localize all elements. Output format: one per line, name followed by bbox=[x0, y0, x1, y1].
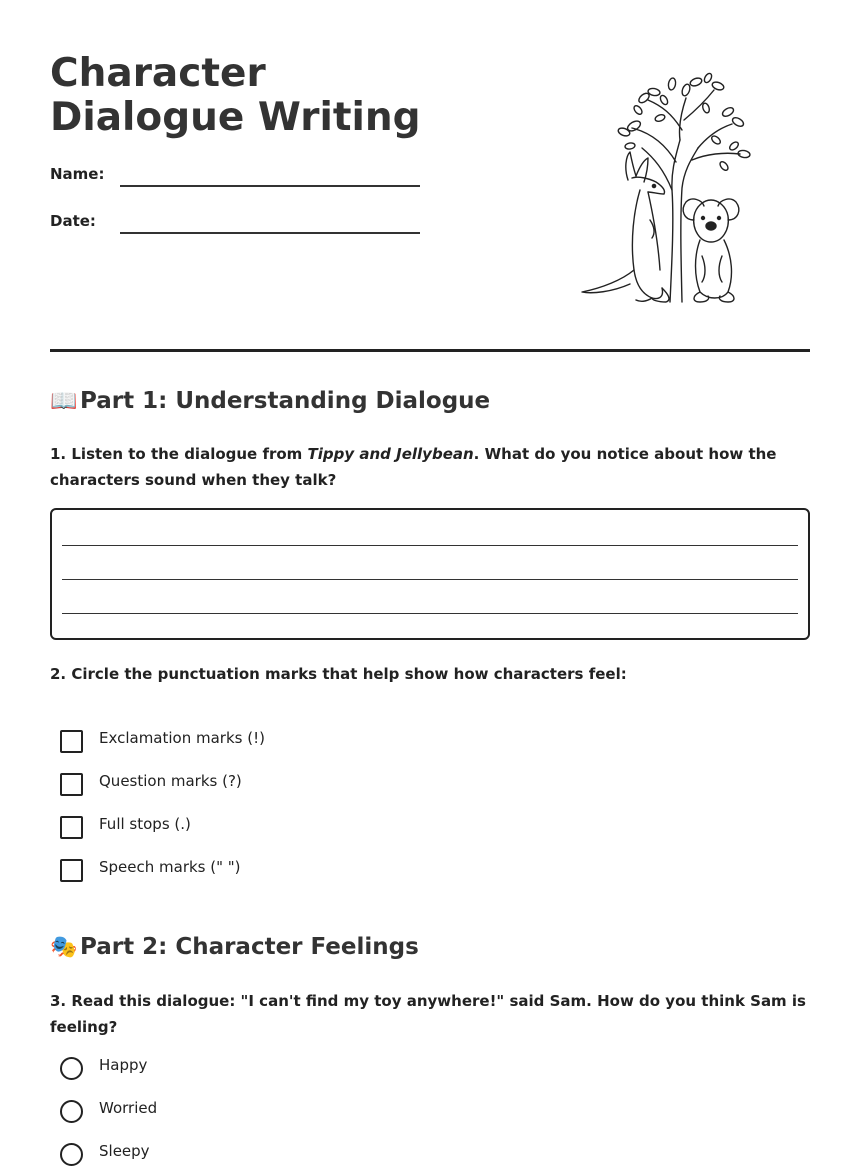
option-label: Full stops (.) bbox=[99, 815, 191, 833]
question-1-text-before: Listen to the dialogue from bbox=[71, 445, 308, 463]
date-label: Date: bbox=[50, 212, 96, 230]
part1-heading-text: Part 1: Understanding Dialogue bbox=[80, 388, 491, 414]
part2-heading-text: Part 2: Character Feelings bbox=[80, 934, 419, 960]
theater-masks-icon: 🎭 bbox=[50, 935, 78, 960]
name-field bbox=[50, 165, 420, 195]
radio-button[interactable] bbox=[60, 1100, 83, 1123]
part2-heading bbox=[50, 934, 419, 960]
answer-box-question-1[interactable] bbox=[50, 508, 810, 640]
date-field bbox=[50, 212, 420, 242]
radio-button[interactable] bbox=[60, 1143, 83, 1166]
header-divider bbox=[50, 349, 810, 352]
open-book-icon: 📖 bbox=[50, 389, 78, 414]
option-label: Happy bbox=[99, 1056, 148, 1074]
answer-line bbox=[62, 613, 798, 614]
worksheet-header bbox=[50, 52, 810, 312]
punctuation-option-exclamation[interactable] bbox=[60, 729, 460, 755]
question-3: 3. Read this dialogue: "I can't find my toy anywhere!" said Sam. How do you think Sam is feeling? bbox=[50, 992, 806, 1036]
radio-button[interactable] bbox=[60, 1057, 83, 1080]
name-label: Name: bbox=[50, 165, 105, 183]
feeling-option-worried[interactable] bbox=[60, 1099, 460, 1125]
question-1 bbox=[50, 441, 810, 493]
checkbox[interactable] bbox=[60, 730, 83, 753]
feeling-option-happy[interactable] bbox=[60, 1056, 460, 1082]
page-title: Character Dialogue Writing bbox=[50, 51, 421, 140]
punctuation-option-speech-marks[interactable] bbox=[60, 858, 460, 884]
book-title: Tippy and Jellybean bbox=[307, 445, 474, 463]
feeling-option-sleepy[interactable] bbox=[60, 1142, 460, 1168]
option-label: Exclamation marks (!) bbox=[99, 729, 265, 747]
name-input[interactable] bbox=[120, 165, 420, 187]
punctuation-option-question[interactable] bbox=[60, 772, 460, 798]
checkbox[interactable] bbox=[60, 773, 83, 796]
option-label: Worried bbox=[99, 1099, 158, 1117]
kangaroo-koala-tree-illustration bbox=[568, 70, 760, 306]
checkbox[interactable] bbox=[60, 859, 83, 882]
punctuation-option-full-stop[interactable] bbox=[60, 815, 460, 841]
worksheet-page bbox=[50, 0, 810, 1161]
answer-line bbox=[62, 545, 798, 546]
answer-line bbox=[62, 579, 798, 580]
option-label: Sleepy bbox=[99, 1142, 150, 1160]
question-2: 2. Circle the punctuation marks that help show how characters feel: bbox=[50, 665, 627, 683]
date-input[interactable] bbox=[120, 212, 420, 234]
option-label: Question marks (?) bbox=[99, 772, 242, 790]
option-label: Speech marks (" ") bbox=[99, 858, 241, 876]
part1-heading bbox=[50, 388, 490, 414]
question-1-number: 1. bbox=[50, 445, 67, 463]
question-1-text-after: . What do you notice about how the characters sound when they talk? bbox=[50, 445, 777, 489]
checkbox[interactable] bbox=[60, 816, 83, 839]
